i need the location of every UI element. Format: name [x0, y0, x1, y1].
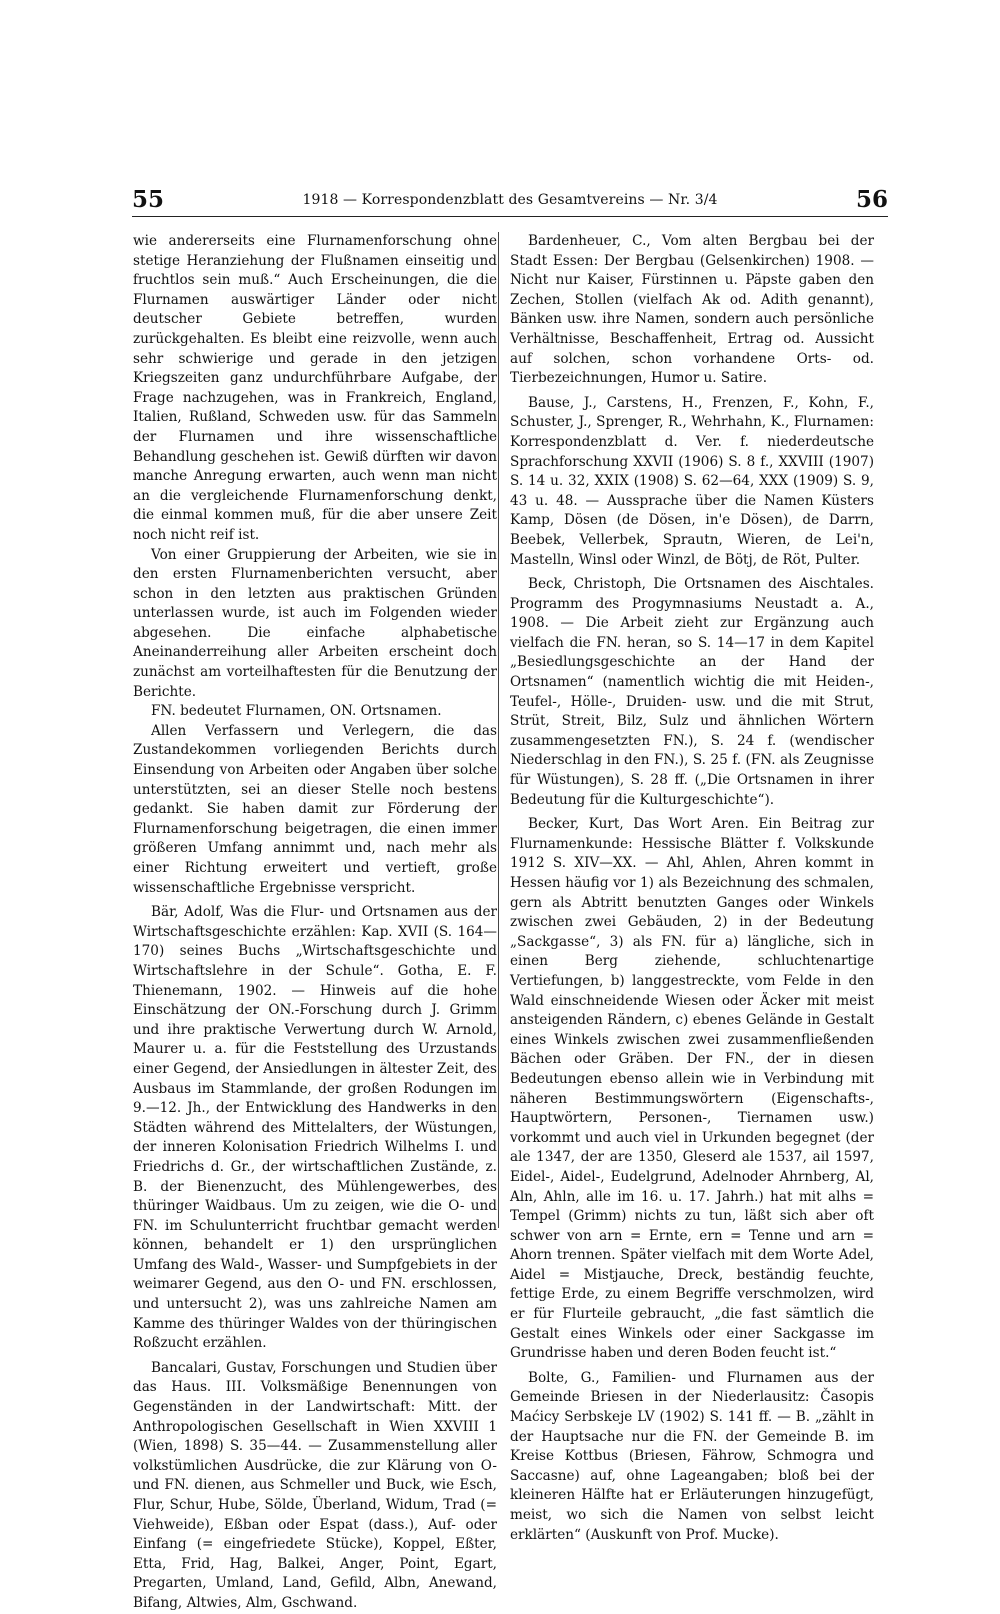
bibliography-entry-bause: Bause, J., Carstens, H., Frenzen, F., Kohn, F., Schuster, J., Sprenger, R., Wehrhahn, K., Flurnamen: Korrespondenzblatt d. Ver. f. niederdeutsche Sprachforschung XXVII (1906) S. 8 f., XXVIII (1907) S. 14 u. 32, XXIX (1908) S. 62—64, XXX (1909) S. 9, 43 u. 48. — Aussprache über die Namen Küsters Kamp, Dösen (de Dösen, in'e Dösen), de Darrn, Beebek, Vellerbek, Sprautn, Wieren, de Lei'n, Mastelln, Winsl oder Winzl, de Bötj, de Röt, Pulter. [510, 394, 874, 568]
page-number-left: 55 [132, 186, 165, 213]
bibliography-entry-bardenheuer: Bardenheuer, C., Vom alten Bergbau bei der Stadt Essen: Der Bergbau (Gelsenkirchen) 1908. — Nicht nur Kaiser, Fürstinnen u. Päpste gaben den Zechen, Stollen (vielfach Ak od. Adith genannt), Bänken usw. ihre Namen, sondern auch persönliche Verhältnisse, Beschaffenheit, Ertrag od. Aussicht auf solchen, schon vorhandene Orts- od. Tierbezeichnungen, Humor u. Satire. [510, 233, 874, 387]
bibliography-entry-bolte: Bolte, G., Familien- und Flurnamen aus der Gemeinde Briesen in der Niederlausitz: Časopis Maćicy Serbskeje LV (1902) S. 141 ff. — B. „zählt in der Hauptsache nur die FN. der Gemeinde B. im Kreise Kottbus (Briesen, Fährow, Schmogra und Saccasne) auf, ohne Lageangaben; bloß bei der kleineren Hälfte hat er Erläuterungen hinzugefügt, meist, wo sich die Namen von selbst leicht erklärten“ (Auskunft von Prof. Mucke). [510, 1369, 874, 1543]
bibliography-entry-becker: Becker, Kurt, Das Wort Aren. Ein Beitrag zur Flurnamenkunde: Hessische Blätter f. Volkskunde 1912 S. XIV—XX. — Ahl, Ahlen, Ahren kommt in Hessen häufig vor 1) als Bezeichnung des schmalen, gern als Abtritt benutzten Ganges oder Winkels zwischen zwei Gebäuden, 2) in der Bedeutung „Sackgasse“, 3) als FN. für a) längliche, sich in einen Berg ziehende, schluchtenartige Vertiefungen, b) langgestreckte, vom Felde in den Wald einschneidende Wiesen oder Äcker mit meist ansteigenden Rändern, c) ebenes Gelände in Gestalt eines Winkels zwischen zwei zusammenfließenden Bächen oder Gräben. Der FN., der in diesen Bedeutungen ebenso allein wie in Verbindung mit näheren Bestimmungswörtern (Eigenschafts-, Hauptwörtern, Personen-, Tiernamen usw.) vorkommt und auch viel in Urkunden begegnet (der ale 1347, der are 1350, Gleserd ale 1537, ail 1597, Eidel-, Aidel-, Eudelgrund, Adelnoder Ahrnberg, Al, Aln, Ahln, alle im 16. u. 17. Jahrh.) hat mit alhs = Tempel (Grimm) nichts zu tun, läßt sich aber oft schwer von arn = Ernte, ern = Tenne und arn = Ahorn trennen. Später vielfach mit dem Worte Adel, Aidel = Mistjauche, Dreck, beständig feuchte, fettige Erde, zu einem Begriffe verschmolzen, wird er für Flurteile gebraucht, „die fast sämtlich die Gestalt eines Winkels oder einer Sackgasse im Grundrisse haben und deren Boden feucht ist.“ [510, 816, 874, 1362]
paragraph-continuation: wie andererseits eine Flurnamenforschung ohne stetige Heranziehung der Flußnamen einseitig und fruchtlos sein muß.“ Auch Erscheinungen, die die Flurnamen auswärtiger Länder oder nicht deutscher Gebiete betreffen, wurden zurückgehalten. Es bleibt eine reizvolle, wenn auch sehr schwierige und gerade in den jetzigen Kriegszeiten ganz undurchführbare Aufgabe, der Frage nachzugehen, was in Frankreich, England, Italien, Rußland, Schweden usw. für das Sammeln der Flurnamen und ihre wissenschaftliche Behandlung geschehen ist. Gewiß dürften wir davon manche Anregung erwarten, auch wenn man nicht an die vergleichende Flurnamenforschung denkt, die einmal kommen muß, für die aber unsere Zeit noch nicht reif ist. [133, 233, 497, 543]
bibliography-entry-bancalari: Bancalari, Gustav, Forschungen und Studien über das Haus. III. Volksmäßige Benennungen von Gegenständen in der Landwirtschaft: Mitt. der Anthropologischen Gesellschaft in Wien XXVIII 1 (Wien, 1898) S. 35—44. — Zusammenstellung aller volkstümlichen Ausdrücke, die zur Klärung von O- und FN. dienen, aus Schmeller und Buck, wie Esch, Flur, Schur, Hube, Sölde, Überland, Widum, Trad (= Viehweide), Eßban oder Espat (dass.), Auf- oder Einfang (= eingefriedete Stücke), Koppel, Eßter, Etta, Frid, Hag, Balkei, Anger, Point, Egart, Pregarten, Umland, Land, Gefild, Albn, Anewand, Bifang, Altwies, Alm, Gschwand. [133, 1359, 497, 1611]
paragraph-grouping: Von einer Gruppierung der Arbeiten, wie sie in den ersten Flurnamenberichten versucht, aber schon in den letzten aus praktischen Gründen unterlassen wurde, ist auch im Folgenden wieder abgesehen. Die einfache alphabetische Aneinanderreihung aller Arbeiten erscheint doch zunächst am vorteilhaftesten für die Benutzung der Berichte. [133, 546, 497, 700]
bibliography-entry-baer: Bär, Adolf, Was die Flur- und Ortsnamen aus der Wirtschaftsgeschichte erzählen: Kap. XVII (S. 164—170) seines Buchs „Wirtschaftsgeschichte und Wirtschaftslehre in der Schule“. Gotha, E. F. Thienemann, 1902. — Hinweis auf die hohe Einschätzung der ON.-Forschung durch J. Grimm und ihre praktische Verwertung durch W. Arnold, Maurer u. a. für die Feststellung des Urzustands einer Gegend, der Ansiedlungen in ältester Zeit, des Ausbaus im Stammlande, der großen Rodungen im 9.—12. Jh., der Entwicklung des Handwerks in den Städten während des Mittelalters, der Wüstungen, der inneren Kolonisation Friedrich Wilhelms I. und Friedrichs d. Gr., der wirtschaftlichen Zustände, z. B. der Bienenzucht, des Mühlengewerbes, des thüringer Waidbaus. Um zu zeigen, wie die O- und FN. im Schulunterricht fruchtbar gemacht werden können, behandelt er 1) den ursprünglichen Umfang des Wald-, Wasser- und Sumpfgebiets in der weimarer Gegend, aus den O- und FN. erschlossen, und untersucht 2), was uns zahlreiche Namen am Kamme des thüringer Waldes von der thüringischen Roßzucht erzählen. [133, 904, 497, 1352]
right-column [510, 232, 874, 1545]
column-divider [498, 232, 499, 1228]
left-column [133, 232, 497, 1614]
header-rule [132, 216, 888, 217]
bibliography-entry-beck: Beck, Christoph, Die Ortsnamen des Aischtales. Programm des Progymnasiums Neustadt a. A., 1908. — Die Arbeit zieht zur Ergänzung auch vielfach die FN. heran, so S. 14—17 in dem Kapitel „Besiedlungsgeschichte an der Hand der Ortsnamen“ (namentlich wichtig die mit Heiden-, Teufel-, Hölle-, Druiden- usw. und die mit Strut, Strüt, Streit, Bilz, Sulz und ähnlichen Wörtern zusammengesetzten FN.), S. 24 f. (wendischer Niederschlag in den FN.), S. 25 f. (FN. als Zeugnisse für Wüstungen), S. 28 ff. („Die Ortsnamen in ihrer Bedeutung für die Kulturgeschichte“). [510, 576, 874, 808]
paragraph-abbreviations: FN. bedeutet Flurnamen, ON. Ortsnamen. [151, 703, 442, 720]
paragraph-acknowledgement: Allen Verfassern und Verlegern, die das Zustandekommen vorliegenden Berichts durch Einsendung von Arbeiten oder Angaben über solche unterstützten, sei an dieser Stelle noch bestens gedankt. Sie haben damit zur Förderung der Flurnamenforschung beigetragen, die einen immer größeren Umfang annimmt und, nach mehr als einer Richtung erweitert und vertieft, große wissenschaftliche Ergebnisse verspricht. [133, 722, 497, 896]
journal-title: 1918 — Korrespondenzblatt des Gesamtvereins — Nr. 3/4 [302, 192, 718, 208]
running-header [132, 186, 888, 226]
page-number-right: 56 [855, 186, 888, 213]
